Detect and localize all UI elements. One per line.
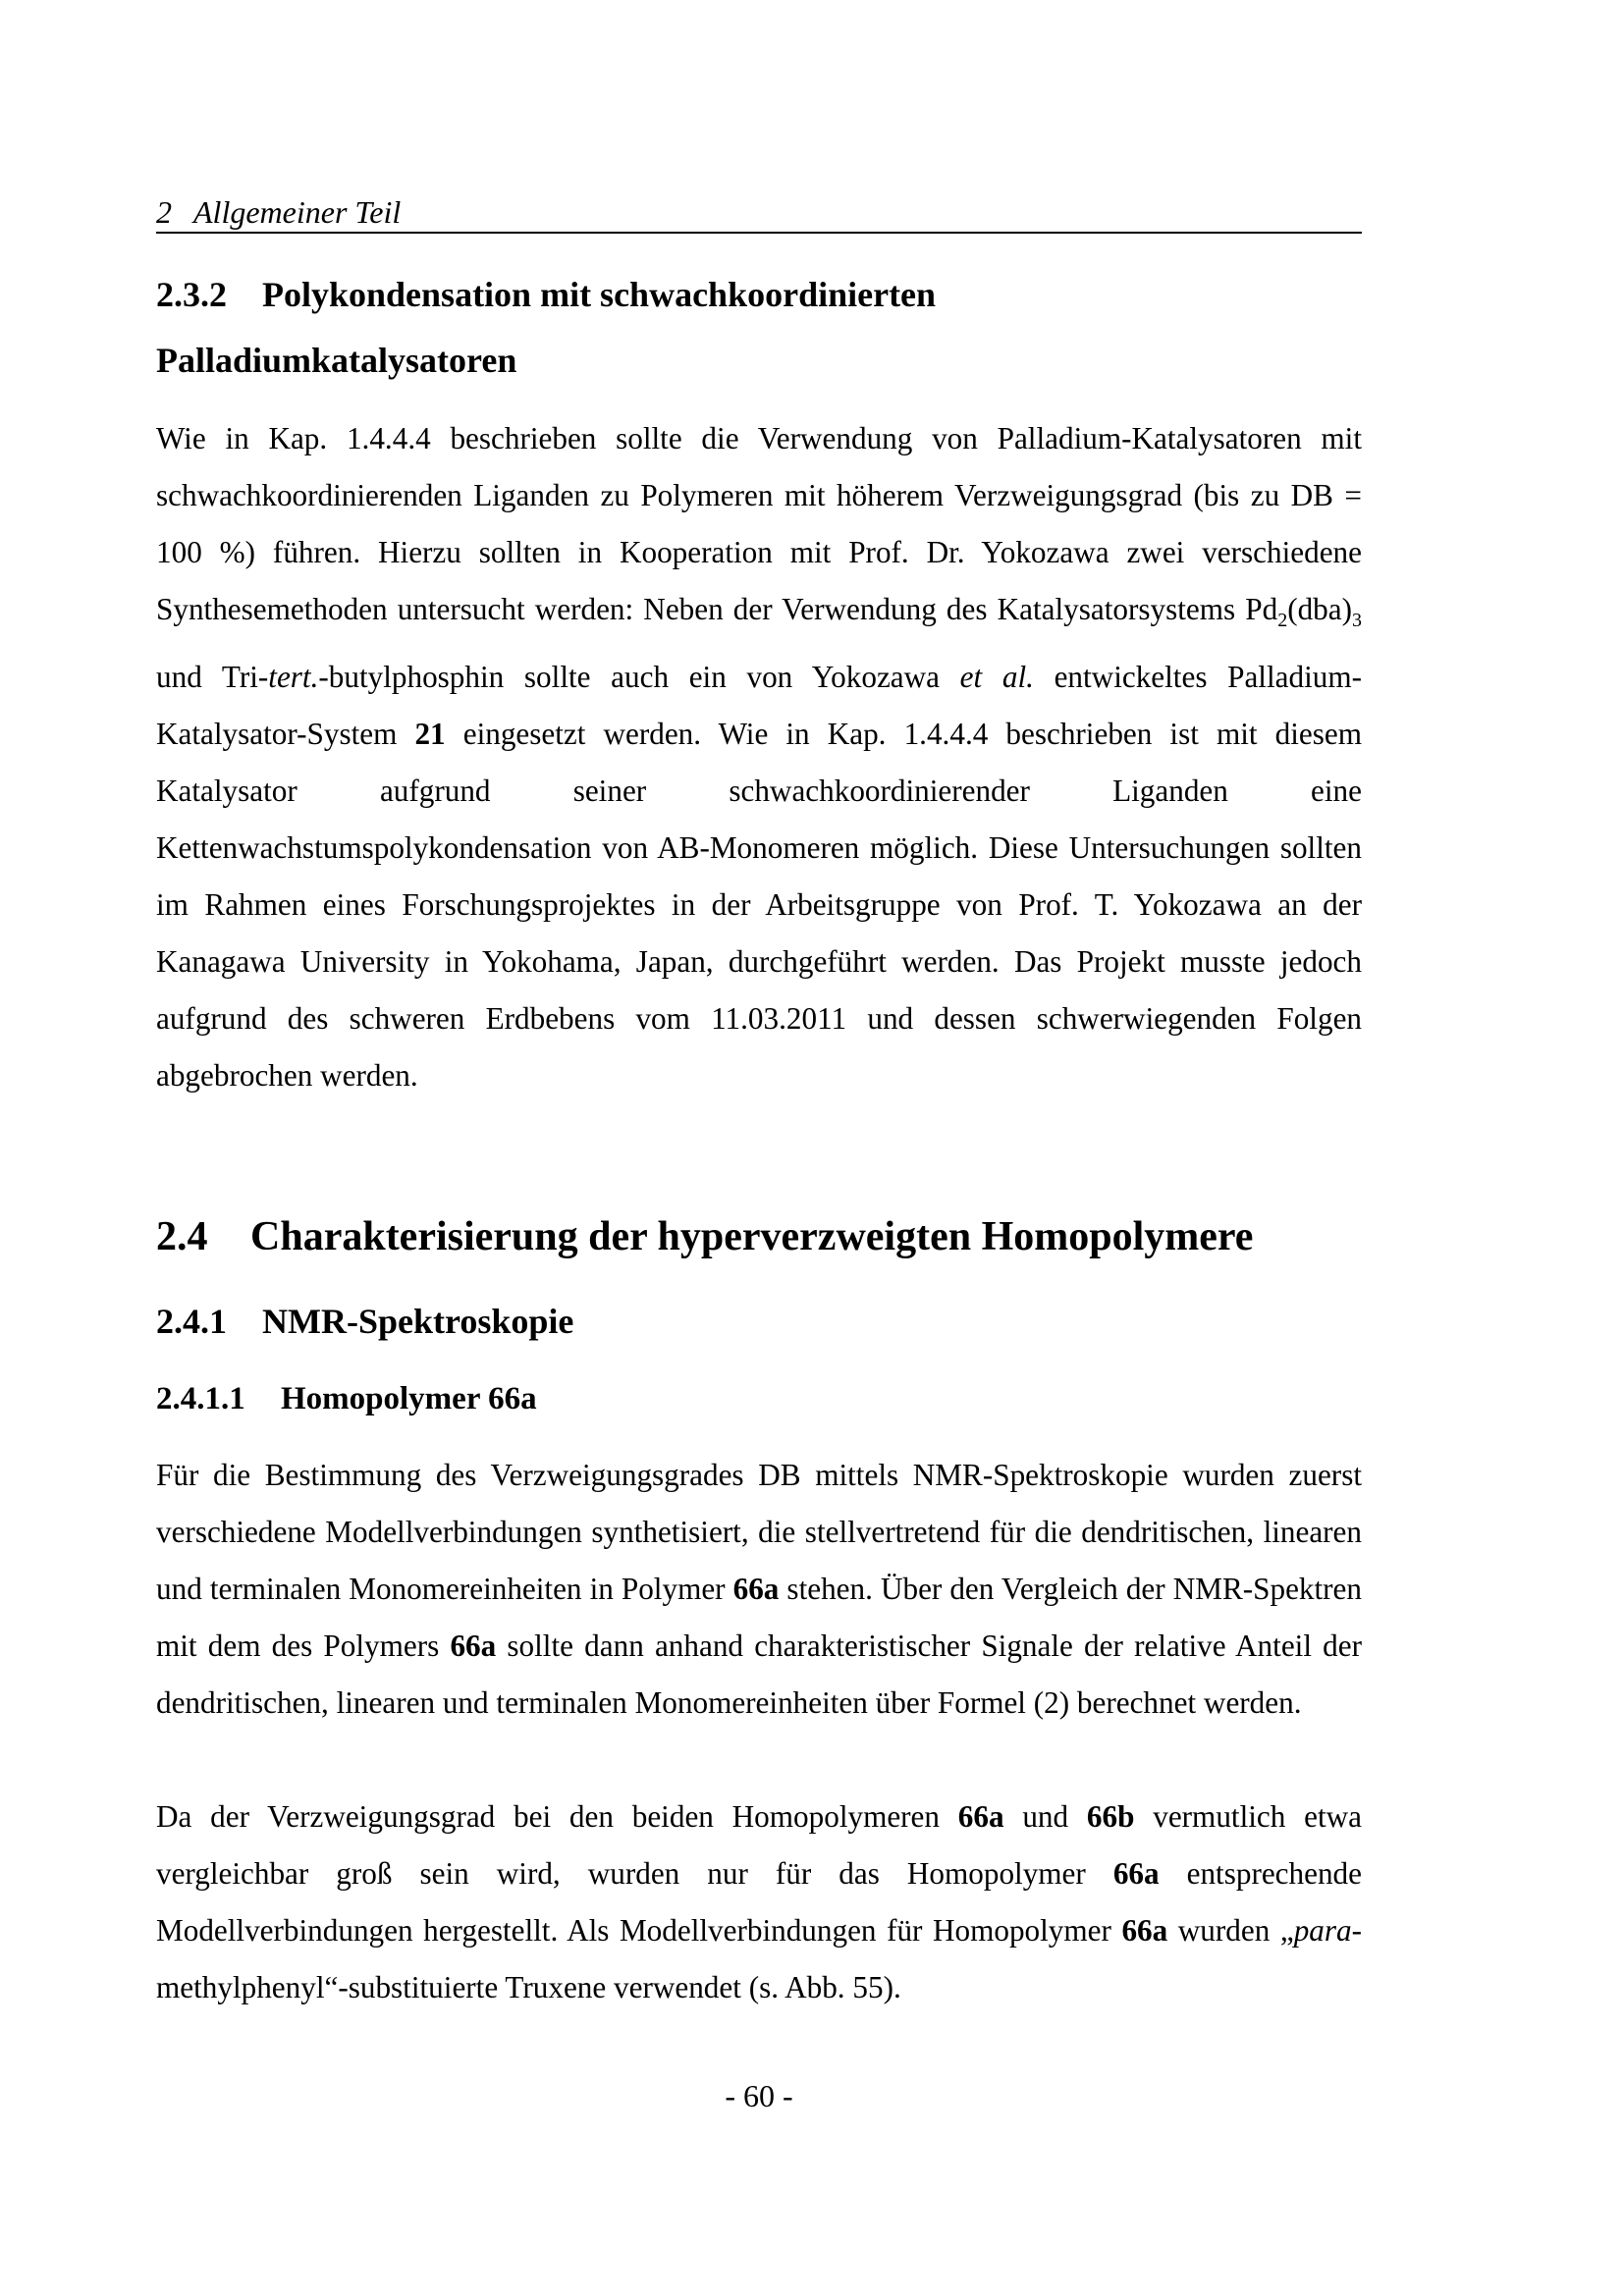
- section-heading-2-3-2: [156, 262, 936, 328]
- text-run: -butylphosphin sollte auch ein von Yokozawa: [318, 660, 960, 695]
- chapter-title: Allgemeiner Teil: [193, 194, 402, 230]
- compound-label: 21: [414, 717, 446, 752]
- text-run: wurden „: [1167, 1913, 1294, 1948]
- paragraph-2-3-2: [156, 410, 1362, 1104]
- text-run: (dba): [1287, 592, 1352, 626]
- section-number: 2.3.2: [156, 275, 227, 314]
- text-run: -methylphenyl“-substituierte Truxene verwendet (s. Abb. 55).: [156, 1913, 1362, 2004]
- paragraph-2-4-1-1-b: [156, 1789, 1362, 2016]
- compound-label: 66a: [1112, 1856, 1160, 1891]
- section-number: 2.4.1: [156, 1302, 227, 1341]
- text-run: Da der Verzweigungsgrad bei den beiden Homopolymeren: [156, 1799, 958, 1834]
- compound-label: 66b: [1086, 1799, 1135, 1834]
- section-number: 2.4: [156, 1214, 208, 1259]
- text-run: Wie in Kap. 1.4.4.4 beschrieben sollte die Verwendung von Palladium-Katalysatoren mit schwachkoordinierenden Liganden zu Polymeren mit höherem Verzweigungsgrad (bis zu DB = 100 %) führen. Hierzu sollten in Kooperation mit Prof. Dr. Yokozawa zwei verschiedene Synthesemethoden untersucht werden: Neben der Verwendung des Katalysatorsystems Pd: [156, 421, 1362, 626]
- section-title: NMR-Spektroskopie: [262, 1302, 574, 1341]
- section-heading-2-3-2-cont: [156, 328, 516, 394]
- section-heading-2-4-1-1: [156, 1374, 537, 1423]
- compound-label: 66a: [732, 1572, 780, 1606]
- italic-term: et al.: [959, 660, 1034, 695]
- compound-label: 66a: [957, 1799, 1004, 1834]
- page-number: - 60 -: [725, 2078, 793, 2113]
- italic-term: para: [1293, 1913, 1352, 1948]
- chapter-number: 2: [156, 194, 172, 230]
- section-title: Homopolymer 66a: [281, 1381, 537, 1416]
- text-run: sollte dann anhand charakteristischer Signale der relative Anteil der dendritischen, linearen und terminalen Monomereinheiten über Formel (2) berechnet werden.: [156, 1629, 1362, 1720]
- text-run: und: [1003, 1799, 1087, 1834]
- text-run: Für die Bestimmung des Verzweigungsgrades DB mittels NMR-Spektroskopie wurden zuerst verschiedene Modellverbindungen synthetisiert, die stellvertretend für die dendritischen, linearen und terminalen Monomereinheiten in Polymer: [156, 1458, 1362, 1606]
- section-heading-2-4: [156, 1209, 1253, 1264]
- text-run: eingesetzt werden. Wie in Kap. 1.4.4.4 beschrieben ist mit diesem Katalysator aufgrund seiner schwachkoordinierender Liganden eine Kettenwachstumspolykondensation von AB-Monomeren möglich. Diese Untersuchungen sollten im Rahmen eines Forschungsprojektes in der Arbeitsgruppe von Prof. T. Yokozawa an der Kanagawa University in Yokohama, Japan, durchgeführt werden. Das Projekt musste jedoch aufgrund des schweren Erdbebens vom 11.03.2011 und dessen schwerwiegenden Folgen abgebrochen werden.: [156, 717, 1362, 1094]
- section-title-line2: Palladiumkatalysatoren: [156, 341, 517, 380]
- section-number: 2.4.1.1: [156, 1381, 245, 1416]
- italic-term: tert.: [268, 660, 319, 695]
- subscript: 2: [1277, 610, 1288, 632]
- text-run: und Tri-: [156, 660, 269, 695]
- section-title: Charakterisierung der hyperverzweigten Homopolymere: [250, 1214, 1254, 1259]
- text-run: stehen. Über den Vergleich der NMR-Spektren mit dem des Polymers: [156, 1572, 1362, 1663]
- paragraph-2-4-1-1-a: [156, 1447, 1362, 1732]
- document-page: [156, 0, 1362, 2296]
- compound-label: 66a: [1121, 1913, 1168, 1948]
- text-run: entwickeltes Palladium-Katalysator-System: [156, 660, 1362, 752]
- section-heading-2-4-1: [156, 1289, 573, 1355]
- section-title-line1: Polykondensation mit schwachkoordinierten: [262, 275, 937, 314]
- compound-label: 66a: [450, 1629, 497, 1663]
- subscript: 3: [1352, 610, 1362, 632]
- text-run: vermutlich etwa vergleichbar groß sein wird, wurden nur für das Homopolymer: [156, 1799, 1362, 1891]
- text-run: entsprechende Modellverbindungen hergestellt. Als Modellverbindungen für Homopolymer: [156, 1856, 1362, 1948]
- running-header: [156, 192, 1362, 234]
